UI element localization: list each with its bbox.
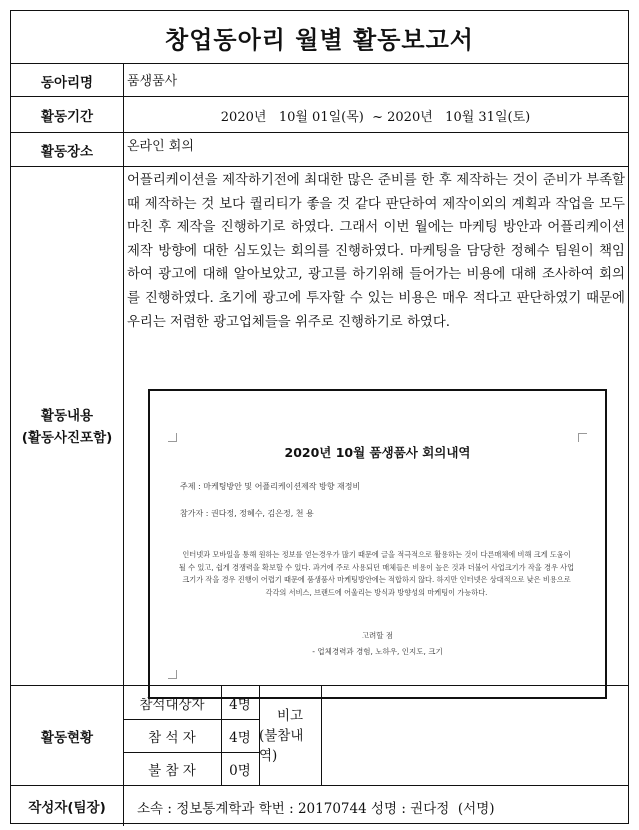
report-sheet <box>10 10 629 824</box>
period-label: 활동기간 <box>11 97 124 133</box>
club-label: 동아리명 <box>11 64 124 97</box>
meeting-minutes-image <box>148 389 607 699</box>
status-target-value: 4명 <box>229 696 251 713</box>
divider <box>321 686 322 786</box>
status-attend-label: 참 석 자 <box>148 729 196 746</box>
content-row <box>11 166 628 686</box>
status-label: 활동현황 <box>11 686 124 786</box>
minutes-consider-items: - 업체경력과 경험, 노하우, 인지도, 크기 <box>312 647 443 656</box>
report-title: 창업동아리 월별 활동보고서 <box>165 24 474 54</box>
content-text: 어플리케이션을 제작하기전에 최대한 많은 준비를 한 후 제작하는 것이 준비가 부족할 때 제작하는 것 보다 퀄리티가 좋을 것 같다 판단하여 제작이외의 계획과 작업을 모두 마친 후 제작을 진행하기로 하였다. 그래서 이번 월에는 마케팅 방안과 어플리케이션제작 방향에 대한 심도있는 회의를 진행하였다. 마케팅을 담당한 정혜수 팀원이 책임하여 광고에 대해 알아보았고, 광고를 하기위해 들어가는 비용에 대해 조사하여 회의를 진행하였다. 초기에 광고에 투자할 수 있는 비용은 매우 적다고 판단하였기 때문에 우리는 저렴한 광고업체들을 위주로 진행하기로 하였다. <box>127 173 625 330</box>
corner-mark <box>168 670 177 679</box>
status-attend-value: 4명 <box>229 729 251 746</box>
note-label-line2: (불참내역) <box>259 728 304 764</box>
status-value <box>123 686 628 786</box>
content-label-line1: 활동내용 <box>40 407 94 424</box>
author-value <box>123 786 628 826</box>
minutes-consider-title: 고려할 점 <box>361 631 394 640</box>
club-name: 품생품사 <box>127 74 178 89</box>
note-label-line1: 비고 <box>276 708 304 724</box>
content-label <box>11 167 124 686</box>
content-value <box>123 167 628 686</box>
period-row <box>11 96 628 133</box>
place-row <box>11 132 628 167</box>
corner-mark <box>578 433 587 442</box>
status-target-label: 참석대상자 <box>139 696 205 713</box>
period-dates: 2020년 10월 01일(목) ~ 2020년 10월 31일(토) <box>220 110 531 125</box>
minutes-title: 2020년 10월 품생품사 회의내역 <box>284 445 471 460</box>
club-value <box>123 64 628 97</box>
status-absent-label: 불 참 자 <box>148 763 196 779</box>
minutes-attendees: 참가자 : 권다정, 정혜수, 김은정, 천 용 <box>180 509 314 518</box>
author-info: 소속 : 정보통계학과 학번 : 20170744 성명 : 권다정 (서명) <box>137 801 495 817</box>
author-row <box>11 785 628 826</box>
place-label: 활동장소 <box>11 133 124 167</box>
corner-mark <box>168 433 177 442</box>
minutes-body: 인터넷과 모바일을 통해 원하는 정보를 얻는경우가 많기 때문에 글을 적극적으로 활용하는 것이 다른매체에 비해 크게 도움이 될 수 있고, 쉽게 경쟁력을 확보할 수 있다. 과거에 주로 사용되던 매체들은 비용이 높은 것과 더불어 사업크기가 작을 경우 사업크기가 작을 경우 진행이 어렵기 때문에 품생품사 마케팅방안에는 적합하지 않다. 하지만 인터넷은 상대적으로 낮은 비용으로 각각의 서비스, 브랜드에 어울리는 방식과 방향성의 마케팅이 가능하다. <box>178 550 575 597</box>
place-value <box>123 133 628 167</box>
status-row <box>11 685 628 786</box>
author-label: 작성자(팀장) <box>11 786 124 826</box>
note-label <box>259 686 321 786</box>
minutes-topic: 주제 : 마케팅방안 및 어플리케이션제작 방향 재정비 <box>180 482 361 491</box>
club-row <box>11 63 628 97</box>
place-text: 온라인 회의 <box>127 139 194 154</box>
content-label-line2: (활동사진포함) <box>21 429 113 446</box>
status-absent-value: 0명 <box>229 763 251 779</box>
period-value <box>123 97 628 133</box>
